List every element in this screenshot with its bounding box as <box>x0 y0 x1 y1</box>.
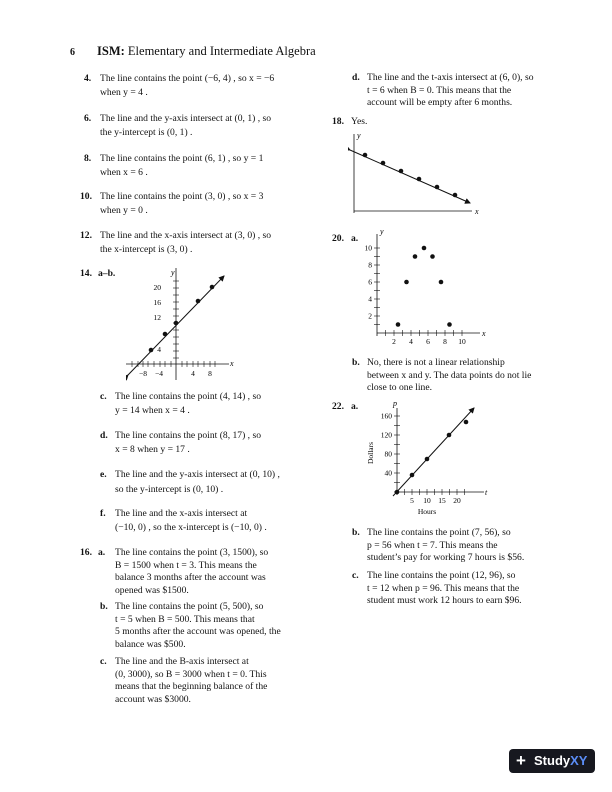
text-line: student’s pay for working 7 hours is $56. <box>367 552 525 564</box>
problem-4-line2: when y = 4 . <box>100 87 148 98</box>
x-axis-label: t <box>485 488 488 497</box>
graph-line <box>393 408 474 496</box>
data-point <box>417 177 422 182</box>
text-line: The line contains the point (5, 500), so <box>115 601 264 612</box>
problem-14d-label: d. <box>100 430 108 441</box>
problem-14c-line2: y = 14 when x = 4 . <box>115 405 190 416</box>
data-point <box>447 433 452 438</box>
text-line: p = 56 when t = 7. This means the <box>367 539 498 551</box>
data-point <box>447 322 452 327</box>
y-tick-label: 160 <box>380 411 392 421</box>
data-point <box>410 473 415 478</box>
x-tick-label: 8 <box>443 337 447 346</box>
problem-16d-label: d. <box>352 72 360 83</box>
data-point <box>413 254 418 259</box>
data-point <box>396 322 401 327</box>
data-point <box>399 169 404 174</box>
problem-12-line2: the x-intercept is (3, 0) . <box>100 244 193 255</box>
problem-16a-text <box>115 547 268 597</box>
problem-8-line2: when x = 6 . <box>100 167 148 178</box>
problem-6-number: 6. <box>84 113 92 124</box>
problem-22a-label: a. <box>351 401 359 412</box>
x-tick-label: −8 <box>139 369 147 378</box>
problem-14c-label: c. <box>100 391 107 402</box>
brand-accent: XY <box>570 753 588 768</box>
text-line: (0, 3000), so B = 3000 when t = 0. This <box>115 668 267 680</box>
problem-22b-label: b. <box>352 527 360 538</box>
problem-18-answer: Yes. <box>351 116 368 127</box>
text-line: The line contains the point (3, 1500), so <box>115 547 269 558</box>
problem-22c-text <box>367 570 522 608</box>
y-tick-label: 4 <box>157 345 161 354</box>
data-point <box>453 193 458 198</box>
y-tick-label: 4 <box>368 294 372 304</box>
y-tick-label: 2 <box>368 311 372 321</box>
running-header <box>97 44 316 59</box>
problem-14-part-ab-label: a–b. <box>98 268 116 279</box>
x-tick-label: 10 <box>423 496 431 505</box>
data-point <box>381 161 386 166</box>
text-line: The line contains the point (12, 96), so <box>367 570 516 581</box>
book-title: Elementary and Intermediate Algebra <box>127 44 316 58</box>
problem-20b-text <box>367 357 531 395</box>
data-point <box>196 299 201 304</box>
problem-4-line1: The line contains the point (−6, 4) , so x = −6 <box>100 73 275 84</box>
problem-14-graph <box>126 268 246 386</box>
text-line: 5 months after the account was opened, the <box>115 626 281 638</box>
problem-20-graph <box>360 226 490 348</box>
x-tick-label: 6 <box>426 337 430 346</box>
problem-16b-text <box>115 601 281 651</box>
data-point <box>363 153 368 158</box>
data-point <box>404 280 409 285</box>
data-point <box>174 321 179 326</box>
problem-8-line1: The line contains the point (6, 1) , so y = 1 <box>100 153 264 164</box>
data-point <box>435 185 440 190</box>
problem-22b-text <box>367 527 524 565</box>
problem-20-number: 20. <box>332 233 344 244</box>
problem-14e-line1: The line and the y-axis intersect at (0, 10) , <box>115 469 280 480</box>
book-abbrev: ISM: <box>97 44 125 58</box>
text-line: means that the beginning balance of the <box>115 681 268 693</box>
problem-14c-line1: The line contains the point (4, 14) , so <box>115 391 262 402</box>
y-tick-label: 40 <box>384 468 392 478</box>
problem-14d-line1: The line contains the point (8, 17) , so <box>115 430 262 441</box>
y-tick-label: 10 <box>364 243 372 253</box>
problem-18-graph <box>348 130 488 220</box>
x-tick-label: 8 <box>208 369 212 378</box>
text-line: balance 3 months after the account was <box>115 572 266 584</box>
x-tick-label: −4 <box>155 369 163 378</box>
y-axis-label: y <box>357 131 361 140</box>
x-axis-title: Hours <box>417 507 437 516</box>
brand-main: Study <box>534 753 571 768</box>
text-line: B = 1500 when t = 3. This means the <box>115 559 257 571</box>
problem-20a-label: a. <box>351 233 359 244</box>
problem-8-number: 8. <box>84 153 92 164</box>
data-point <box>422 246 427 251</box>
problem-16b-label: b. <box>100 601 108 612</box>
x-tick-label: 5 <box>410 496 414 505</box>
text-line: t = 12 when p = 96. This means that the <box>367 582 520 594</box>
problem-10-line2: when y = 0 . <box>100 205 148 216</box>
y-axis-label: p <box>393 399 397 408</box>
data-point <box>439 280 444 285</box>
problem-22c-label: c. <box>352 570 359 581</box>
text-line: balance was $500. <box>115 638 186 650</box>
text-line: The line contains the point (7, 56), so <box>367 527 511 538</box>
problem-14f-line1: The line and the x-axis intersect at <box>115 508 248 519</box>
y-tick-label: 80 <box>384 449 392 459</box>
y-axis-title: Dollars <box>366 441 375 465</box>
problem-12-number: 12. <box>80 230 92 241</box>
y-tick-label: 20 <box>153 283 161 292</box>
problem-4-number: 4. <box>84 73 92 84</box>
x-tick-label: 20 <box>453 496 461 505</box>
text-line: The line and the B-axis intersect at <box>115 656 249 667</box>
y-tick-label: 12 <box>153 313 161 322</box>
problem-12-line1: The line and the x-axis intersect at (3, 0) , so <box>100 230 272 241</box>
problem-14e-label: e. <box>100 469 107 480</box>
y-axis-label: y <box>171 268 175 277</box>
data-point <box>163 332 168 337</box>
y-tick-label: 16 <box>153 298 161 307</box>
x-axis-label: x <box>230 359 234 368</box>
data-point <box>210 285 215 290</box>
y-axis-label: y <box>380 227 384 236</box>
problem-6-line2: the y-intercept is (0, 1) . <box>100 127 193 138</box>
problem-14f-label: f. <box>100 508 106 519</box>
brand-name <box>534 749 587 773</box>
studyxy-logo[interactable] <box>509 749 595 773</box>
data-point <box>425 457 430 462</box>
problem-14d-line2: x = 8 when y = 17 . <box>115 444 190 455</box>
text-line: account was $3000. <box>115 693 191 705</box>
x-tick-label: 10 <box>458 337 466 346</box>
problem-16a-label: a. <box>98 547 106 558</box>
problem-14f-line2: (−10, 0) , so the x-intercept is (−10, 0) . <box>115 522 267 533</box>
graph-line <box>350 150 470 203</box>
problem-14e-line2: so the y-intercept is (0, 10) . <box>115 484 224 495</box>
problem-16c-label: c. <box>100 656 107 667</box>
problem-20b-label: b. <box>352 357 360 368</box>
data-point <box>149 348 154 353</box>
problem-16-number: 16. <box>80 547 92 558</box>
problem-22-graph <box>360 396 500 518</box>
x-tick-label: 4 <box>191 369 195 378</box>
text-line: close to one line. <box>367 382 433 394</box>
text-line: student must work 12 hours to earn $96. <box>367 595 522 607</box>
problem-16d-text <box>367 72 534 110</box>
x-tick-label: 4 <box>409 337 413 346</box>
x-axis-label: x <box>482 329 486 338</box>
text-line: t = 6 when B = 0. This means that the <box>367 84 512 96</box>
problem-10-number: 10. <box>80 191 92 202</box>
y-tick-label: 8 <box>368 260 372 270</box>
text-line: The line and the t-axis intersect at (6, 0), so <box>367 72 534 83</box>
y-tick-label: 120 <box>380 430 392 440</box>
text-line: between x and y. The data points do not lie <box>367 369 532 381</box>
data-point <box>464 420 469 425</box>
data-point <box>430 254 435 259</box>
problem-16c-text <box>115 656 267 706</box>
data-point <box>395 490 400 495</box>
problem-14-number: 14. <box>80 268 92 279</box>
problem-6-line1: The line and the y-axis intersect at (0, 1) , so <box>100 113 272 124</box>
page-number: 6 <box>70 47 75 58</box>
text-line: opened was $1500. <box>115 584 189 596</box>
x-tick-label: 2 <box>392 337 396 346</box>
text-line: No, there is not a linear relationship <box>367 357 505 368</box>
problem-22-number: 22. <box>332 401 344 412</box>
problem-18-number: 18. <box>332 116 344 127</box>
x-axis-label: x <box>475 207 479 216</box>
text-line: t = 5 when B = 500. This means that <box>115 613 255 625</box>
y-tick-label: 6 <box>368 277 372 287</box>
text-line: account will be empty after 6 months. <box>367 97 513 109</box>
plus-icon: + <box>516 751 526 770</box>
problem-10-line1: The line contains the point (3, 0) , so x = 3 <box>100 191 264 202</box>
x-tick-label: 15 <box>438 496 446 505</box>
